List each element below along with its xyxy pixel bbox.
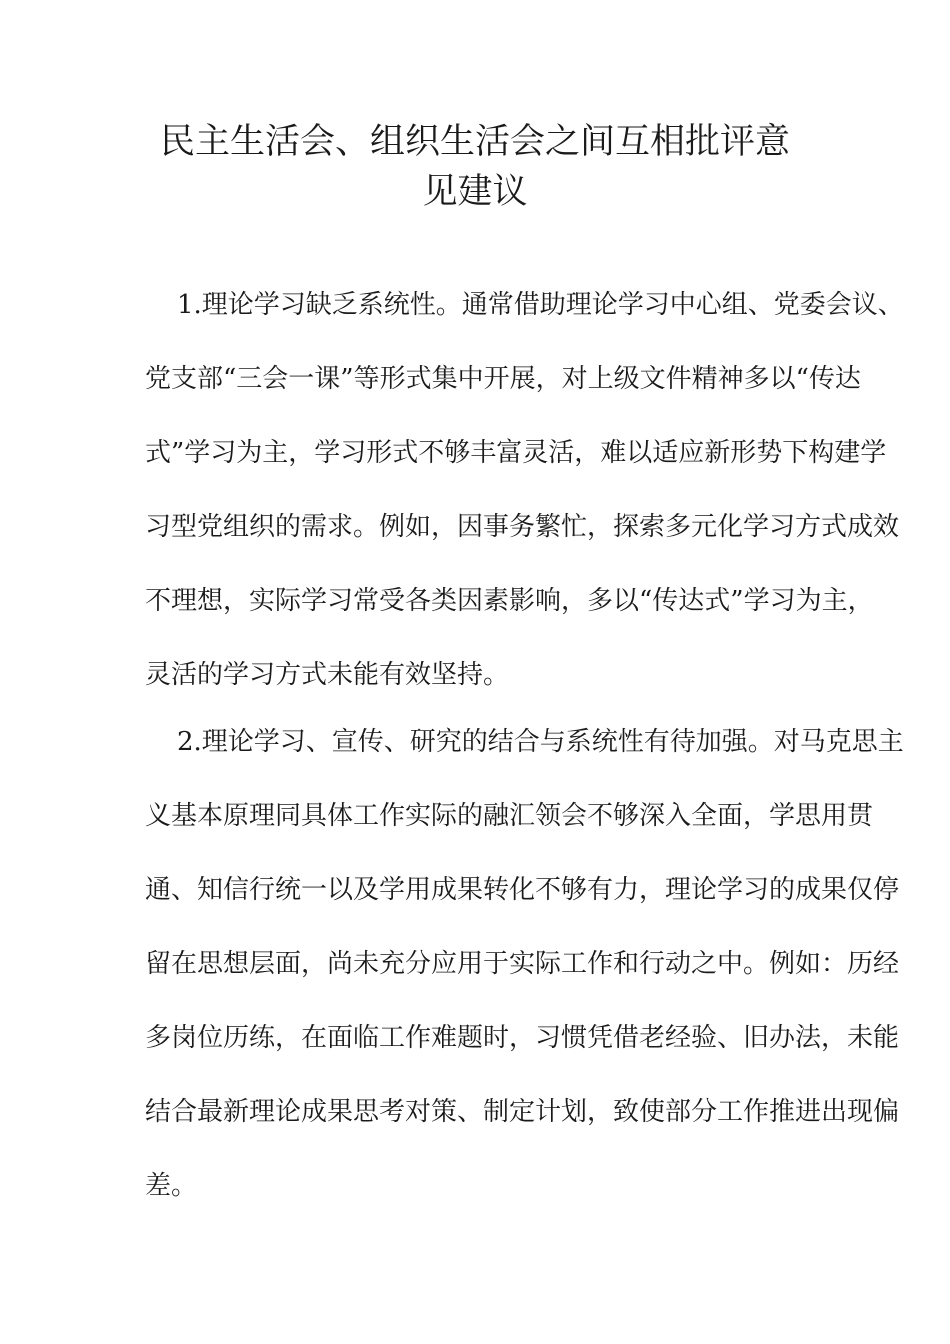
title-line-1: 民主生活会、组织生活会之间互相批评意 bbox=[159, 122, 790, 162]
paragraph-line: 留在思想层面，尚未充分应用于实际工作和行动之中。例如：历经 bbox=[145, 949, 900, 979]
page-title bbox=[0, 117, 950, 217]
paragraph-line: 2.理论学习、宣传、研究的结合与系统性有待加强。对马克思主 bbox=[177, 727, 904, 757]
paragraph-line: 党支部“三会一课”等形式集中开展，对上级文件精神多以“传达 bbox=[145, 364, 861, 394]
paragraph-line: 习型党组织的需求。例如，因事务繁忙，探索多元化学习方式成效 bbox=[145, 512, 900, 542]
paragraph-line: 通、知信行统一以及学用成果转化不够有力，理论学习的成果仅停 bbox=[145, 875, 900, 905]
paragraph-line: 差。 bbox=[145, 1171, 198, 1201]
paragraph-line: 结合最新理论成果思考对策、制定计划，致使部分工作推进出现偏 bbox=[145, 1097, 900, 1127]
paragraph-2 bbox=[145, 705, 904, 1223]
paragraph-line: 多岗位历练，在面临工作难题时，习惯凭借老经验、旧办法，未能 bbox=[145, 1023, 900, 1053]
paragraph-line: 不理想，实际学习常受各类因素影响，多以“传达式”学习为主， bbox=[145, 586, 874, 616]
title-line-2: 见建议 bbox=[422, 172, 528, 212]
paragraph-1 bbox=[145, 268, 904, 712]
paragraph-line: 义基本原理同具体工作实际的融汇领会不够深入全面，学思用贯 bbox=[145, 801, 874, 831]
paragraph-line: 式”学习为主，学习形式不够丰富灵活，难以适应新形势下构建学 bbox=[145, 438, 887, 468]
paragraph-line: 灵活的学习方式未能有效坚持。 bbox=[145, 660, 510, 690]
paragraph-line: 1.理论学习缺乏系统性。通常借助理论学习中心组、党委会议、 bbox=[177, 290, 904, 320]
